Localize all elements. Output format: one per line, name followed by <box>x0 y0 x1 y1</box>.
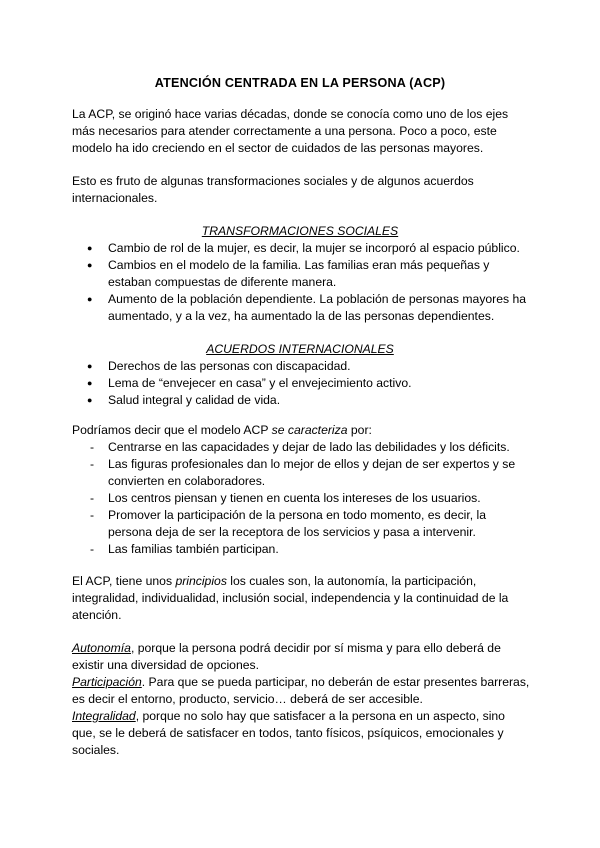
definition-participacion <box>72 674 532 708</box>
definition-integralidad <box>72 708 532 759</box>
section-title-acuerdos: ACUERDOS INTERNACIONALES <box>206 342 394 356</box>
list-item: - Las figuras profesionales dan lo mejor de ellos y dejan de ser expertos y se convierten en colaboradores. <box>72 456 532 490</box>
list-item: ● Cambio de rol de la mujer, es decir, la mujer se incorporó al espacio público. <box>72 240 532 257</box>
section-title-transformaciones: TRANSFORMACIONES SOCIALES <box>201 224 399 238</box>
lead-text-before: Podríamos decir que el modelo ACP <box>72 423 272 437</box>
list-item: - Los centros piensan y tienen en cuenta los intereses de los usuarios. <box>72 490 532 507</box>
transformaciones-list <box>72 240 532 325</box>
lead-text-after: por: <box>347 423 372 437</box>
intro-paragraph-1: La ACP, se originó hace varias décadas, donde se conocía como uno de los ejes más necesarios para atender correctamente a una persona. Poco a poco, este modelo ha ido creciendo en el sector de cuidados de las personas mayores. <box>72 107 509 155</box>
list-item: - Centrarse en las capacidades y dejar de lado las debilidades y los déficits. <box>72 439 532 456</box>
principles-text-before: El ACP, tiene unos <box>72 574 176 588</box>
definition-text: , porque la persona podrá decidir por sí misma y para ello deberá de existir una diversidad de opciones. <box>72 641 501 672</box>
definition-term: Autonomía <box>72 641 131 655</box>
list-item: - Promover la participación de la persona en todo momento, es decir, la persona deja de ser la receptora de los servicios y pasa a intervenir. <box>72 507 532 541</box>
list-item: ● Salud integral y calidad de vida. <box>72 392 532 409</box>
characteristics-list <box>72 439 532 558</box>
page-title: ATENCIÓN CENTRADA EN LA PERSONA (ACP) <box>154 76 446 90</box>
definition-term: Participación <box>72 675 142 689</box>
definition-autonomia <box>72 640 532 674</box>
principles-text-after: los cuales son, la autonomía, la participación, integralidad, individualidad, inclusión social, independencia y la continuidad de la atención. <box>72 574 509 622</box>
list-item: ● Lema de “envejecer en casa” y el envejecimiento activo. <box>72 375 532 392</box>
definition-text: . Para que se pueda participar, no deberán de estar presentes barreras, es decir el entorno, producto, servicio… deberá de ser accesible. <box>72 675 530 706</box>
principles-text-emphasis: principios <box>175 574 227 588</box>
lead-text-emphasis: se caracteriza <box>271 423 348 437</box>
list-item: ● Derechos de las personas con discapacidad. <box>72 358 532 375</box>
intro-paragraph-2: Esto es fruto de algunas transformaciones sociales y de algunos acuerdos internacionales. <box>72 174 474 205</box>
characteristics-lead <box>72 422 532 439</box>
principles-paragraph <box>72 573 532 624</box>
definition-text: , porque no solo hay que satisfacer a la persona en un aspecto, sino que, se le deberá de satisfacer en todos, tanto físicos, psíquicos, emocionales y sociales. <box>72 709 505 757</box>
list-item: ● Aumento de la población dependiente. La población de personas mayores ha aumentado, y a la vez, ha aumentado la de las personas dependientes. <box>72 291 532 325</box>
definition-term: Integralidad <box>72 709 136 723</box>
list-item: ● Cambios en el modelo de la familia. Las familias eran más pequeñas y estaban compuestas de diferente manera. <box>72 257 532 291</box>
list-item: - Las familias también participan. <box>72 541 532 558</box>
acuerdos-list <box>72 358 532 409</box>
